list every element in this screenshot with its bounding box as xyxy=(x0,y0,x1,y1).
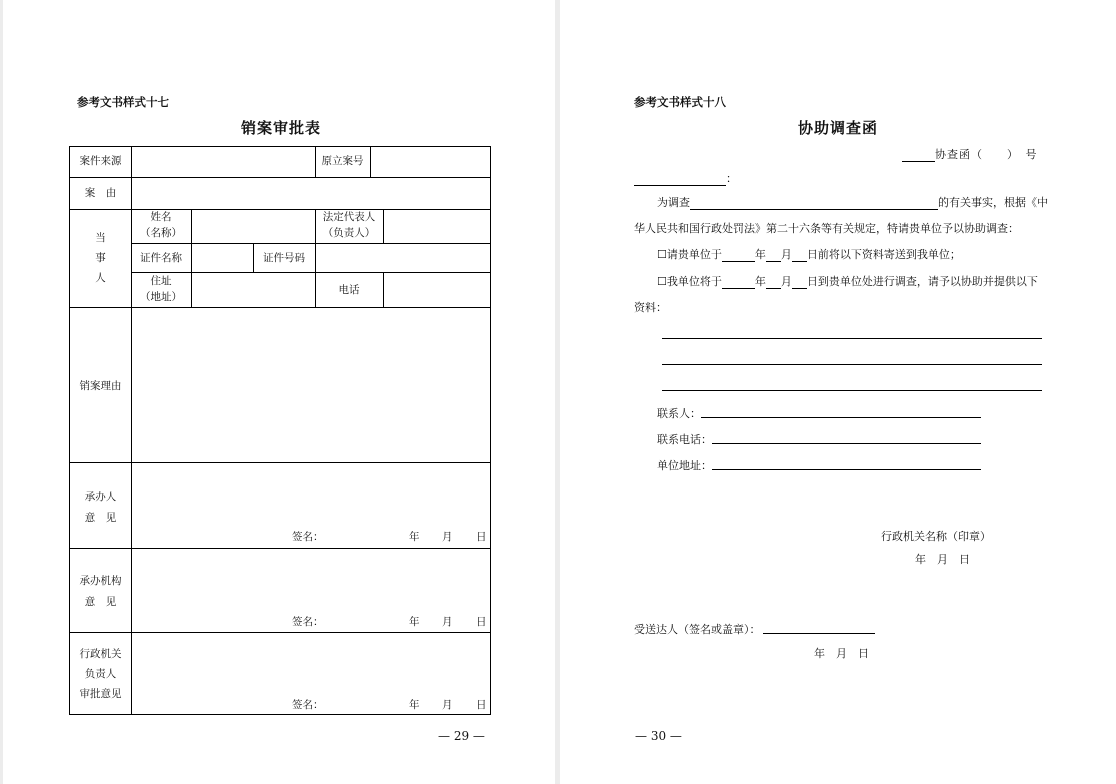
handler-month: 月 xyxy=(442,531,453,543)
authority-seal: 行政机关名称（印章） xyxy=(881,530,991,543)
recipient-date: 年 月 日 xyxy=(814,647,869,660)
name-label-sub: （名称） xyxy=(140,227,182,239)
approver-year: 年 xyxy=(409,699,420,711)
approver-month: 月 xyxy=(442,699,453,711)
page-title: 协助调查函 xyxy=(798,119,879,137)
letter-number-line xyxy=(902,146,1038,162)
addressee-blank xyxy=(634,173,726,186)
approver-label-2: 负责人 xyxy=(84,668,117,680)
page-title: 销案审批表 xyxy=(241,119,322,137)
handler-opinion-label-2: 意 见 xyxy=(84,512,117,524)
para1-mid: 的有关事实，根据《中 xyxy=(938,196,1048,209)
org-sign-label: 签名： xyxy=(292,616,324,628)
org-opinion-label-2: 意 见 xyxy=(84,596,117,608)
cancel-reason-label: 销案理由 xyxy=(79,380,122,392)
page-number: — 29 — xyxy=(438,729,485,743)
document-style-ref: 参考文书样式十八 xyxy=(634,95,726,109)
original-case-no-label: 原立案号 xyxy=(321,155,364,167)
legal-rep-label: 法定代表人 xyxy=(322,211,376,223)
contact-person-line xyxy=(701,417,981,418)
document-style-ref: 参考文书样式十七 xyxy=(77,95,169,109)
address-label: 住址 xyxy=(150,275,172,287)
para1-start: 为调查 xyxy=(657,196,690,209)
para1-line2: 华人民共和国行政处罚法》第二十六条等有关规定，特请贵单位予以协助调查： xyxy=(634,222,1019,235)
handler-year: 年 xyxy=(409,531,420,543)
approver-sign-label: 签名： xyxy=(292,699,324,711)
addressee-colon: ： xyxy=(726,172,737,185)
phone-label: 电话 xyxy=(338,284,360,296)
option2-end: 日到贵单位处进行调查，请予以协助并提供以下 xyxy=(806,275,1038,288)
unit-address-line xyxy=(712,469,981,470)
recipient-label: 受送达人（签名或盖章）： xyxy=(634,623,761,636)
para1-line1 xyxy=(657,194,1048,210)
party-label-1: 当 xyxy=(95,232,106,244)
materials-label: 资料： xyxy=(634,301,667,314)
contact-phone-line xyxy=(712,443,981,444)
name-label: 姓名 xyxy=(150,211,172,223)
materials-line-1 xyxy=(662,338,1042,339)
page-number: — 30 — xyxy=(635,729,682,743)
org-opinion-label-1: 承办机构 xyxy=(79,575,122,587)
party-label-2: 事 xyxy=(95,252,106,264)
approver-label-3: 审批意见 xyxy=(79,688,122,700)
addressee-line xyxy=(634,170,737,186)
id-name-label: 证件名称 xyxy=(140,252,182,264)
option2-line: ☐我单位将于 年 月 日到贵单位处进行调查，请予以协助并提供以下 xyxy=(657,275,1038,288)
left-page xyxy=(3,0,555,784)
case-reason-label: 案 由 xyxy=(84,187,117,199)
case-source-label: 案件来源 xyxy=(79,155,122,167)
contact-phone-label: 联系电话： xyxy=(657,433,712,446)
party-label-3: 人 xyxy=(95,272,106,284)
investigate-blank xyxy=(690,197,938,210)
approver-day: 日 xyxy=(476,699,487,711)
handler-day: 日 xyxy=(476,531,487,543)
letter-prefix-blank xyxy=(902,149,935,162)
right-page xyxy=(560,0,1116,784)
id-no-label: 证件号码 xyxy=(263,252,305,264)
option2-start: ☐我单位将于 xyxy=(657,275,722,288)
letter-number-label: 协查函（ ） 号 xyxy=(935,148,1038,161)
materials-line-3 xyxy=(662,390,1042,391)
option1-end: 日前将以下资料寄送到我单位； xyxy=(806,248,961,261)
handler-sign-label: 签名： xyxy=(292,531,324,543)
authority-date: 年 月 日 xyxy=(915,553,970,566)
org-day: 日 xyxy=(476,616,487,628)
legal-rep-label-sub: （负责人） xyxy=(322,227,376,239)
approval-table xyxy=(69,146,491,715)
option1-line: ☐请贵单位于 年 月 日前将以下资料寄送到我单位； xyxy=(657,248,961,261)
handler-opinion-label-1: 承办人 xyxy=(84,491,117,503)
approver-label-1: 行政机关 xyxy=(79,648,122,660)
org-year: 年 xyxy=(409,616,420,628)
option1-start: ☐请贵单位于 xyxy=(657,248,722,261)
materials-line-2 xyxy=(662,364,1042,365)
unit-address-label: 单位地址： xyxy=(657,459,712,472)
recipient-line xyxy=(763,633,875,634)
contact-person-label: 联系人： xyxy=(657,407,701,420)
org-month: 月 xyxy=(442,616,453,628)
address-label-sub: （地址） xyxy=(140,291,182,303)
